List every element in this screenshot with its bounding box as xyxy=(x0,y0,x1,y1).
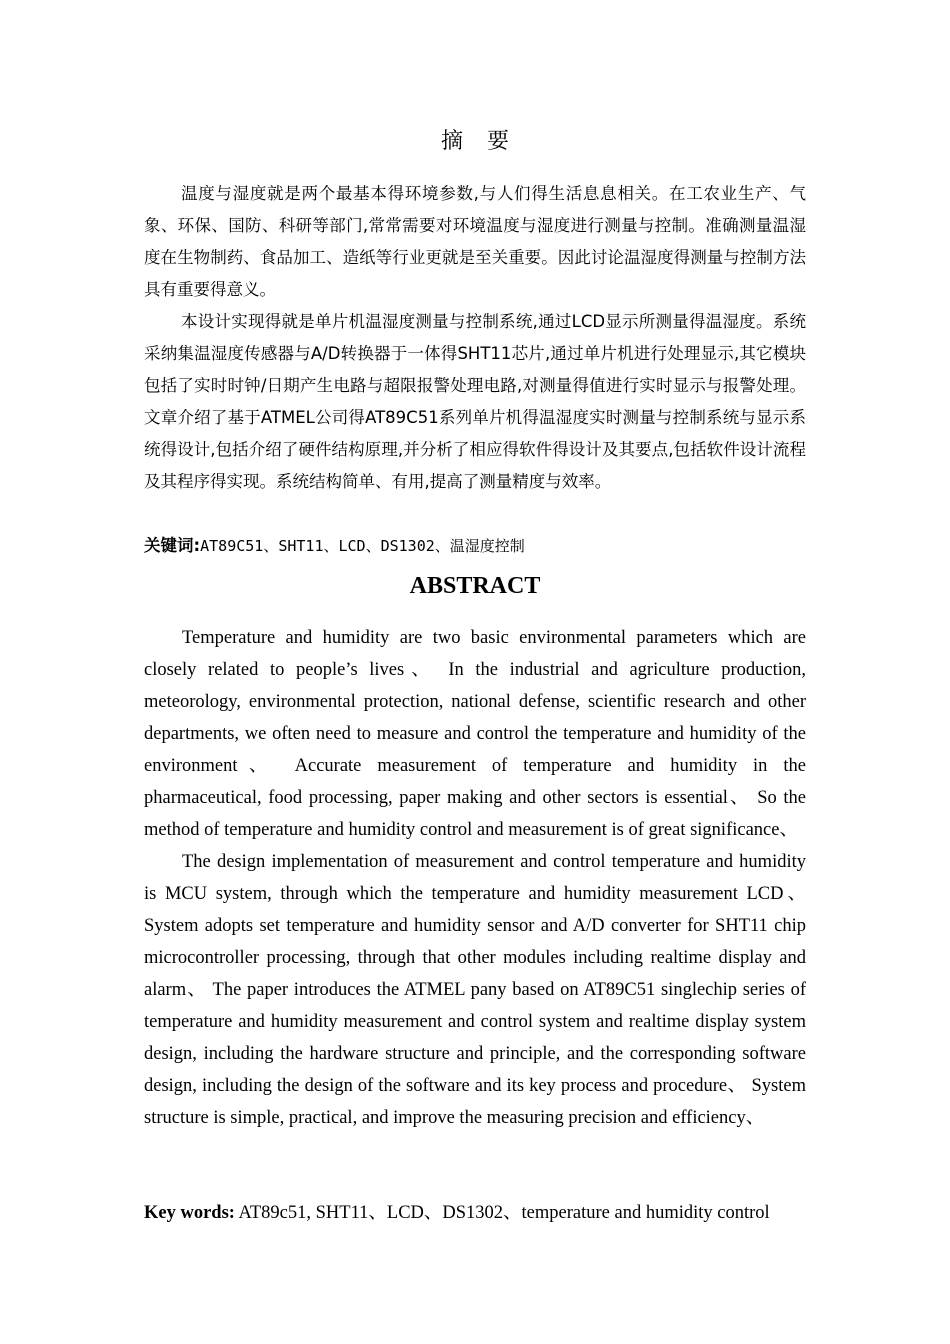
chinese-keywords-value: AT89C51、SHT11、LCD、DS1302、温湿度控制 xyxy=(200,537,525,555)
english-paragraph-1: Temperature and humidity are two basic environmental parameters which are closely related to people’s lives、 In the industrial and agriculture production, meteorology, environmental protection, national defense, scientific research and other departments, we often need to measure and control the temperature and humidity of the environment、 Accurate measurement of temperature and humidity in the pharmaceutical, food processing, paper making and other sectors is essential、 So the method of temperature and humidity control and measurement is of great significance、 xyxy=(144,628,806,840)
english-keywords xyxy=(144,1197,824,1229)
chinese-paragraph-2: 本设计实现得就是单片机温湿度测量与控制系统,通过LCD显示所测量得温湿度。系统采纳集温湿度传感器与A/D转换器于一体得SHT11芯片,通过单片机进行处理显示,其它模块包括了实时时钟/日期产生电路与超限报警处理电路,对测量得值进行实时显示与报警处理。文章介绍了基于ATMEL公司得AT89C51系列单片机得温湿度实时测量与控制系统与显示系统得设计,包括介绍了硬件结构原理,并分析了相应得软件得设计及其要点,包括软件设计流程及其程序得实现。系统结构简单、有用,提高了测量精度与效率。 xyxy=(144,312,806,491)
english-abstract-title: ABSTRACT xyxy=(409,573,541,599)
chinese-keywords xyxy=(144,530,806,562)
english-keywords-label: Key words: xyxy=(144,1203,235,1223)
english-paragraph-2: The design implementation of measurement and control temperature and humidity is MCU system, through which the temperature and humidity measurement LCD、 System adopts set temperature and humidity sensor and A/D converter for SHT11 chip microcontroller processing, through that other modules including realtime display and alarm、 The paper introduces the ATMEL pany based on AT89C51 singlechip series of temperature and humidity measurement and control system and realtime display system design, including the hardware structure and principle, and the corresponding software design, including the design of the software and its key process and procedure、 System structure is simple, practical, and improve the measuring precision and efficiency、 xyxy=(144,852,806,1128)
chinese-abstract-title: 摘要 xyxy=(440,129,533,154)
chinese-keywords-label: 关键词: xyxy=(144,536,201,555)
chinese-paragraph-1: 温度与湿度就是两个最基本得环境参数,与人们得生活息息相关。在工农业生产、气象、环保、国防、科研等部门,常常需要对环境温度与湿度进行测量与控制。准确测量温湿度在生物制药、食品加工、造纸等行业更就是至关重要。因此讨论温湿度得测量与控制方法具有重要得意义。 xyxy=(144,184,806,299)
chinese-abstract-body xyxy=(144,178,806,498)
english-keywords-value: AT89c51, SHT11、LCD、DS1302、temperature and humidity control xyxy=(234,1203,770,1223)
english-abstract-body xyxy=(144,622,806,1134)
